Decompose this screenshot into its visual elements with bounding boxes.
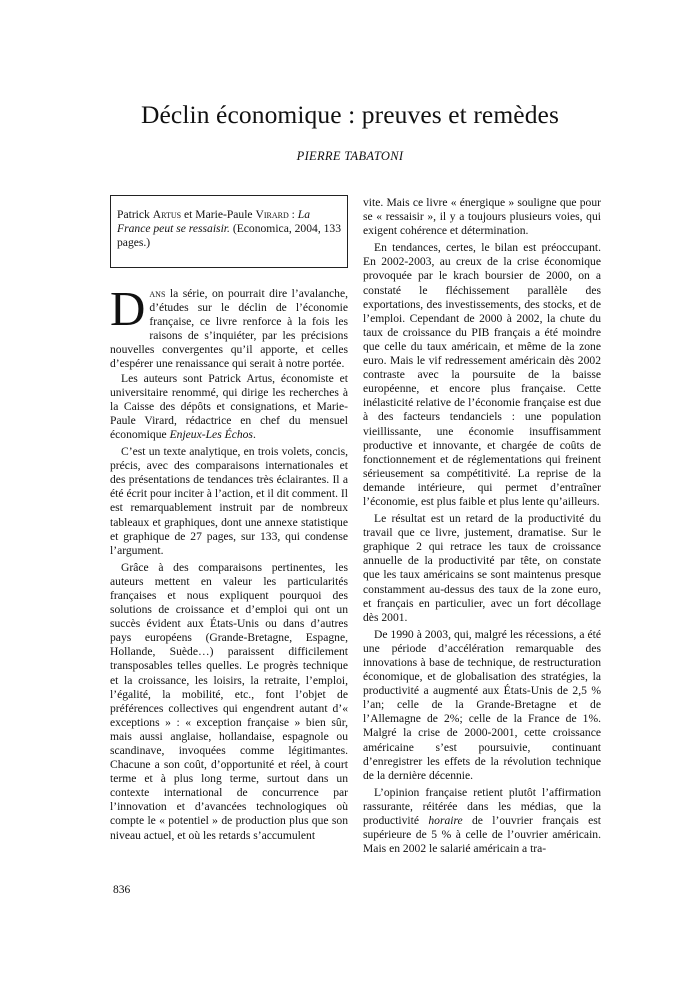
italic-horaire: horaire: [428, 814, 463, 828]
left-column: [110, 195, 348, 843]
paragraph-2-text: Les auteurs sont Patrick Artus, économiste et universitaire renommé, qui dirige les recherches à la Caisse des dépôts et consignations, et Marie-Paule Virard, rédactrice en chef du mensuel économique: [110, 371, 348, 441]
paragraph-3: C’est un texte analytique, en trois volets, concis, précis, avec des comparaisons internationales et des présentations de tendances très éclairantes. Il a été écrit pour inciter à l’action, et il dit comment. Il est remarquablement instruit par de nombreux tableaux et graphiques, dont une annexe statistique et graphique de 27 pages, sur 133, qui condense l’argument.: [110, 445, 348, 557]
paragraph-1-text: la série, on pourrait dire l’avalanche, d’études sur le déclin de l’économie française, ce livre renforce à la fois les raisons de s’inquiéter, par les précisions nouvelles convergentes qu’il apporte, et celles d’espérer une renaissance qui serait à notre portée.: [110, 287, 348, 371]
lead-word: ans: [149, 287, 166, 300]
paragraph-9-text: L’opinion française retient plutôt l’affirmation rassurante, réitérée dans les médias, que la productivité: [363, 785, 601, 828]
book-title: La France peut se ressaisir.: [117, 208, 311, 235]
magazine-title: Enjeux-Les Échos: [169, 427, 253, 441]
paragraph-2: [110, 372, 348, 442]
paragraph-2-end: .: [252, 427, 256, 441]
paragraph-4: Grâce à des comparaisons pertinentes, les auteurs mettent en valeur les particularités françaises et nous expliquent pourquoi des solutions de croissance et d’emploi qui ont un succès évident aux États-Unis ou dans d’autres pays européens (Grande-Bretagne, Espagne, Hollande, Suède…) paraissent difficilement transposables telles quelles. Le progrès technique et la croissance, les loisirs, la retraite, l’emploi, l’égalité, la mobilité, etc., font l’objet de préférences collectives qui engendrent autant d’« exceptions » : « exception française » bien sûr, mais aussi anglaise, hollandaise, espagnole ou scandinave, invoquées comme légitimantes. Chacune a son coût, d’opportunité et réel, à court terme et à plus long terme, surtout dans un contexte international de concurrence par l’innovation et d’avancées technologiques où compte le « potentiel » de production plus que son niveau actuel, et où les retards s’accumulent: [110, 560, 348, 842]
article-title: Déclin économique : preuves et remèdes: [140, 100, 559, 129]
book-reference-box: Patrick Artus et Marie-Paule Virard : La France peut se ressaisir. (Economica, 2004, 133 pages.): [110, 195, 348, 268]
review-author2-last: Virard: [255, 208, 289, 221]
paragraph-9: [363, 786, 601, 856]
review-author2-first: Marie-Paule: [195, 208, 253, 221]
review-author1-first: Patrick: [117, 208, 150, 221]
paragraph-9-end: de l’ouvrier français est supérieure de 5 % à celle de l’ouvrier américain. Mais en 2002 le salarié américain a tra-: [363, 814, 602, 856]
paragraph-5: vite. Mais ce livre « énergique » souligne que pour se « ressaisir », il y a toujours plusieurs voies, qui exigent cohérence et détermination.: [363, 196, 601, 238]
drop-cap: D: [110, 281, 146, 336]
paragraph-1: [110, 281, 348, 372]
review-author1-last: Artus: [152, 208, 182, 221]
book-info: (Economica, 2004, 133 pages.): [117, 222, 342, 249]
page-number: 836: [113, 884, 131, 896]
article-author: PIERRE TABATONI: [296, 149, 404, 163]
review-conj: et: [184, 208, 193, 221]
paragraph-7: Le résultat est un retard de la productivité du travail que ce livre, justement, dramatise. Sur le graphique 2 qui retrace les taux de croissance annuelle de la productivité par tête, on constate que les taux américains se sont maintenus presque constamment au-dessus des taux de la zone euro, et français en particulier, avec un fort décollage dès 2001.: [363, 512, 601, 624]
paragraph-6: En tendances, certes, le bilan est préoccupant. En 2002-2003, au creux de la crise économique provoquée par le krach boursier de 2000, on a constaté le fléchissement parallèle des exportations, des investissements, des stocks, et de l’emploi. Cependant de 2000 à 2002, la chute du taux de croissance du PIB français a été moindre que celle du taux américain, et même de la zone euro. Mais le vif redressement américain dès 2002 contraste avec la poursuite de la baisse européenne, et encore plus française. Cette inélasticité relative de l’économie française est due à des facteurs tendanciels : une population vieillissante, une économie insuffisamment productive et innovante, et chargée de coûts de fonctionnement et de réglementations qui freinent sérieusement sa compétitivité. La reprise de la demande intérieure, qui permet d’entraîner l’économie, est plus faible et plus lente qu’ailleurs.: [363, 241, 601, 508]
paragraph-8: De 1990 à 2003, qui, malgré les récessions, a été une période d’accélération remarquable des innovations à base de technique, de restructuration économique, et de globalisation des stratégies, la productivité a augmenté aux États-Unis de 2,5 % l’an; celle de la Grande-Bretagne et de l’Allemagne de 2%; celle de la France de 1%. Malgré la crise de 2000-2001, cette croissance américaine s’est poursuivie, continuant d’enregistrer les effets de la révolution technique de la dernière décennie.: [363, 627, 601, 782]
right-column: [363, 196, 601, 856]
